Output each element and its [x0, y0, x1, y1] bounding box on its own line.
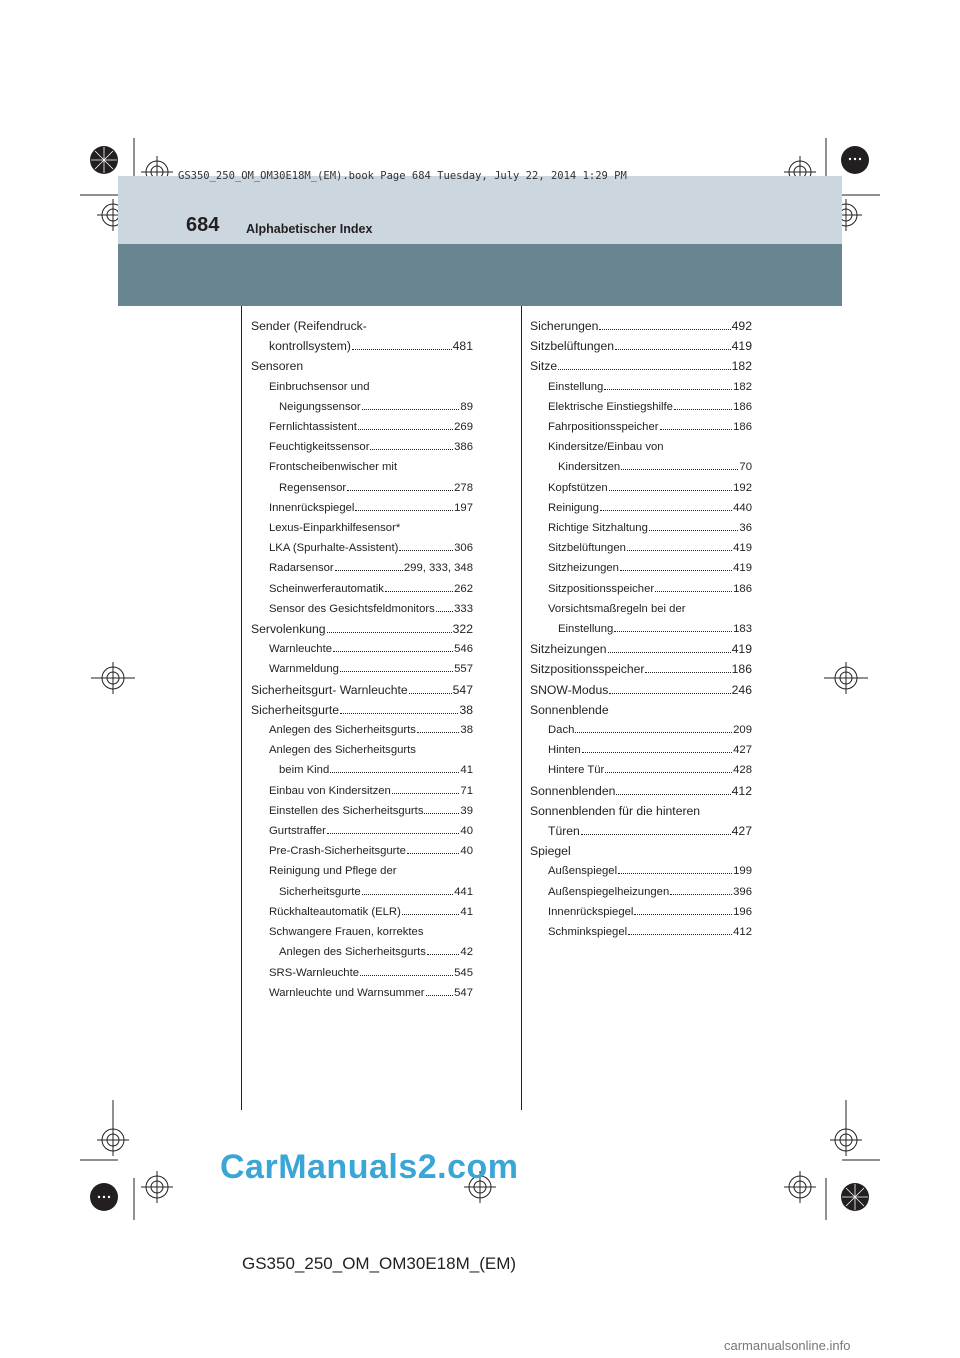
- page-reference: 36: [739, 522, 752, 535]
- dot-leader: [355, 510, 453, 511]
- index-entry: [251, 377, 473, 397]
- page-reference: 192: [733, 481, 752, 494]
- page-reference: 38: [459, 702, 473, 717]
- page-reference: 41: [460, 764, 473, 777]
- index-term: Sitze: [530, 359, 558, 374]
- dot-leader: [409, 693, 452, 694]
- watermark-logo: CarManuals2.com: [220, 1148, 519, 1186]
- index-entry: [251, 740, 473, 760]
- dot-leader: [660, 429, 733, 430]
- index-term: Rückhalteautomatik (ELR): [269, 905, 401, 918]
- page-reference: 419: [731, 339, 752, 354]
- page-reference: 547: [454, 986, 473, 999]
- index-entry: [530, 841, 752, 861]
- dot-leader: [604, 389, 732, 390]
- index-term: Sitzpositionsspeicher: [548, 582, 655, 595]
- index-entry: [251, 356, 473, 376]
- index-entry: [530, 397, 752, 417]
- dot-leader: [362, 409, 460, 410]
- dot-leader: [599, 329, 730, 330]
- index-term: beim Kind: [279, 764, 330, 777]
- index-entry: [530, 781, 752, 801]
- index-entry: [530, 619, 752, 639]
- book-file-line: GS350_250_OM_OM30E18M_(EM).book Page 684 Tuesday, July 22, 2014 1:29 PM: [178, 170, 627, 182]
- dot-leader: [608, 652, 731, 653]
- section-title: Alphabetischer Index: [246, 222, 373, 236]
- index-entry: [530, 659, 752, 679]
- index-term: Lexus-Einparkhilfesensor*: [269, 522, 401, 535]
- index-entry: [251, 478, 473, 498]
- index-entry: [251, 760, 473, 780]
- index-entry: [251, 316, 473, 336]
- index-term: Radarsensor: [269, 562, 334, 575]
- column-divider-left: [241, 306, 242, 1110]
- page-reference: 186: [733, 582, 752, 595]
- index-term: Feuchtigkeitssensor: [269, 441, 370, 454]
- column-divider-right: [521, 306, 522, 1110]
- index-term: Warnleuchte und Warnsummer: [269, 986, 425, 999]
- index-term: SRS-Warnleuchte: [269, 966, 359, 979]
- page-reference: 557: [454, 663, 473, 676]
- index-entry: [251, 417, 473, 437]
- index-term: Sicherungen: [530, 319, 599, 333]
- dot-leader: [427, 954, 459, 955]
- index-term: Spiegel: [530, 844, 571, 859]
- index-term: Reinigung: [548, 501, 599, 514]
- index-term: Regensensor: [279, 481, 347, 494]
- index-entry: [251, 882, 473, 902]
- index-entry: [251, 983, 473, 1003]
- index-entry: [251, 659, 473, 679]
- index-term: Sonnenblenden: [530, 783, 616, 798]
- page-reference: 71: [460, 784, 473, 797]
- dot-leader: [362, 894, 454, 895]
- index-entry: [251, 963, 473, 983]
- index-column-right: [530, 316, 752, 942]
- index-entry: [251, 336, 473, 356]
- dot-leader: [333, 651, 453, 652]
- page-reference: 386: [454, 441, 473, 454]
- page-reference: 546: [454, 643, 473, 656]
- index-term: Schminkspiegel: [548, 926, 628, 939]
- dot-leader: [399, 550, 453, 551]
- index-entry: [530, 437, 752, 457]
- page-reference: 186: [733, 421, 752, 434]
- index-entry: [251, 498, 473, 518]
- index-entry: [530, 356, 752, 376]
- index-term: kontrollsystem): [269, 339, 351, 354]
- page-reference: 269: [454, 421, 473, 434]
- index-term: Einbau von Kindersitzen: [269, 784, 391, 797]
- page-number: 684: [186, 214, 220, 236]
- index-entry: [530, 902, 752, 922]
- index-term: Reinigung und Pflege der: [269, 865, 397, 878]
- dot-leader: [558, 369, 731, 370]
- index-entry: [530, 518, 752, 538]
- page-reference: 419: [731, 642, 752, 657]
- index-term: Anlegen des Sicherheitsgurts: [279, 946, 426, 959]
- index-entry: [251, 922, 473, 942]
- index-term: Gurtstraffer: [269, 825, 326, 838]
- index-entry: [251, 801, 473, 821]
- dot-leader: [628, 934, 732, 935]
- dot-leader: [360, 975, 453, 976]
- index-term: Kindersitzen: [558, 461, 621, 474]
- index-term: Elektrische Einstiegshilfe: [548, 400, 673, 413]
- index-term: Kindersitze/Einbau von: [548, 441, 664, 454]
- page-reference: 40: [460, 825, 473, 838]
- index-entry: [251, 841, 473, 861]
- dot-leader: [621, 469, 738, 470]
- page-reference: 412: [733, 926, 752, 939]
- dot-leader: [370, 449, 453, 450]
- index-entry: [530, 417, 752, 437]
- index-entry: [251, 538, 473, 558]
- index-term: Sicherheitsgurte: [279, 885, 361, 898]
- index-term: Servolenkung: [251, 622, 326, 637]
- index-term: Sensor des Gesichtsfeldmonitors: [269, 602, 435, 615]
- index-entry: [530, 538, 752, 558]
- page-reference: 306: [454, 542, 473, 555]
- dot-leader: [330, 772, 459, 773]
- index-term: Schwangere Frauen, korrektes: [269, 926, 424, 939]
- index-entry: [530, 680, 752, 700]
- index-entry: [251, 680, 473, 700]
- index-entry: [251, 902, 473, 922]
- index-term: Außenspiegel: [548, 865, 618, 878]
- index-term: Außenspiegelheizungen: [548, 885, 670, 898]
- page-reference: 199: [733, 865, 752, 878]
- page-reference: 209: [733, 724, 752, 737]
- dot-leader: [600, 510, 732, 511]
- index-entry: [530, 760, 752, 780]
- dot-leader: [670, 894, 732, 895]
- index-term: Fahrpositionsspeicher: [548, 421, 659, 434]
- dot-leader: [582, 752, 732, 753]
- index-term: Sonnenblenden für die hinteren: [530, 803, 701, 818]
- index-term: Sicherheitsgurte: [251, 702, 340, 717]
- page-reference: 299, 333, 348: [403, 562, 473, 575]
- index-entry: [530, 478, 752, 498]
- index-entry: [530, 498, 752, 518]
- dot-leader: [575, 732, 732, 733]
- index-entry: [530, 316, 752, 336]
- index-entry: [251, 599, 473, 619]
- page-reference: 545: [454, 966, 473, 979]
- page-reference: 419: [733, 562, 752, 575]
- dot-leader: [655, 591, 732, 592]
- index-entry: [251, 579, 473, 599]
- page-reference: 441: [454, 885, 473, 898]
- dot-leader: [605, 772, 732, 773]
- index-term: Sitzheizungen: [530, 642, 607, 657]
- index-term: Türen: [548, 824, 580, 839]
- index-entry: [251, 619, 473, 639]
- index-term: Sensoren: [251, 359, 304, 374]
- dot-leader: [615, 349, 731, 350]
- index-term: Hinten: [548, 744, 581, 757]
- page-reference: 322: [452, 622, 473, 637]
- index-entry: [251, 942, 473, 962]
- index-entry: [530, 336, 752, 356]
- index-term: Einbruchsensor und: [269, 380, 370, 393]
- index-term: Neigungssensor: [279, 400, 361, 413]
- page-reference: 547: [452, 682, 473, 697]
- page-reference: 182: [731, 359, 752, 374]
- page-reference: 39: [460, 804, 473, 817]
- index-term: Sitzpositionsspeicher: [530, 662, 645, 677]
- index-term: Sicherheitsgurt- Warnleuchte: [251, 682, 408, 697]
- dot-leader: [581, 834, 731, 835]
- index-term: Fernlichtassistent: [269, 421, 357, 434]
- index-column-left: [251, 316, 473, 1003]
- page-reference: 419: [733, 542, 752, 555]
- dot-leader: [392, 793, 460, 794]
- index-entry: [530, 558, 752, 578]
- index-term: Sonnenblende: [530, 702, 609, 717]
- page-reference: 182: [733, 380, 752, 393]
- index-entry: [530, 720, 752, 740]
- index-term: Innenrückspiegel: [548, 905, 634, 918]
- index-entry: [251, 700, 473, 720]
- dot-leader: [436, 611, 453, 612]
- page-reference: 427: [733, 744, 752, 757]
- index-term: Sitzbelüftungen: [530, 339, 615, 354]
- index-entry: [251, 558, 473, 578]
- dot-leader: [327, 632, 452, 633]
- dot-leader: [649, 530, 739, 531]
- dot-leader: [609, 693, 730, 694]
- page-reference: 428: [733, 764, 752, 777]
- index-term: Kopfstützen: [548, 481, 608, 494]
- index-term: Warnleuchte: [269, 643, 332, 656]
- page-reference: 183: [733, 623, 752, 636]
- dot-leader: [402, 914, 460, 915]
- index-term: Anlegen des Sicherheitsgurts: [269, 724, 416, 737]
- dot-leader: [645, 672, 730, 673]
- page-reference: 427: [731, 824, 752, 839]
- page-reference: 481: [452, 339, 473, 354]
- dot-leader: [609, 490, 732, 491]
- dot-leader: [426, 995, 454, 996]
- page-reference: 186: [733, 400, 752, 413]
- header-band-light: [118, 176, 842, 244]
- index-term: Einstellung: [548, 380, 604, 393]
- header-band-dark: [118, 244, 842, 306]
- index-entry: [530, 377, 752, 397]
- index-term: Richtige Sitzhaltung: [548, 522, 648, 535]
- page-reference: 197: [454, 501, 473, 514]
- index-term: Einstellen des Sicherheitsgurts: [269, 804, 424, 817]
- dot-leader: [358, 429, 453, 430]
- dot-leader: [618, 873, 732, 874]
- page-reference: 440: [733, 501, 752, 514]
- index-entry: [251, 720, 473, 740]
- document-code: GS350_250_OM_OM30E18M_(EM): [242, 1254, 517, 1273]
- index-term: Scheinwerferautomatik: [269, 582, 384, 595]
- dot-leader: [340, 713, 458, 714]
- index-term: Warnmeldung: [269, 663, 339, 676]
- index-entry: [530, 882, 752, 902]
- page-reference: 70: [739, 461, 752, 474]
- index-term: Dach: [548, 724, 575, 737]
- index-entry: [251, 518, 473, 538]
- index-entry: [530, 599, 752, 619]
- index-entry: [251, 457, 473, 477]
- index-term: LKA (Spurhalte-Assistent): [269, 542, 399, 555]
- index-entry: [530, 579, 752, 599]
- index-entry: [530, 700, 752, 720]
- page-reference: 278: [454, 481, 473, 494]
- index-term: Sitzbelüftungen: [548, 542, 626, 555]
- index-entry: [251, 397, 473, 417]
- dot-leader: [327, 833, 460, 834]
- index-term: Anlegen des Sicherheitsgurts: [269, 744, 416, 757]
- dot-leader: [407, 853, 460, 854]
- index-term: Innenrückspiegel: [269, 501, 355, 514]
- index-entry: [530, 639, 752, 659]
- dot-leader: [340, 671, 453, 672]
- page-reference: 186: [731, 662, 752, 677]
- index-entry: [251, 639, 473, 659]
- index-term: Sender (Reifendruck-: [251, 319, 367, 333]
- page-reference: 396: [733, 885, 752, 898]
- index-entry: [530, 861, 752, 881]
- dot-leader: [616, 794, 730, 795]
- index-entry: [530, 922, 752, 942]
- index-entry: [530, 801, 752, 821]
- index-term: Hintere Tür: [548, 764, 605, 777]
- page-reference: 89: [460, 400, 473, 413]
- index-term: Einstellung: [558, 623, 614, 636]
- index-entry: [530, 740, 752, 760]
- dot-leader: [335, 570, 403, 571]
- index-term: Pre-Crash-Sicherheitsgurte: [269, 845, 406, 858]
- page-reference: 38: [460, 724, 473, 737]
- page-reference: 492: [731, 319, 752, 333]
- index-term: Vorsichtsmaßregeln bei der: [548, 602, 686, 615]
- page-reference: 333: [454, 602, 473, 615]
- index-entry: [530, 457, 752, 477]
- index-entry: [530, 821, 752, 841]
- dot-leader: [614, 631, 732, 632]
- dot-leader: [674, 409, 732, 410]
- watermark-site: carmanualsonline.info: [724, 1338, 851, 1353]
- dot-leader: [627, 550, 732, 551]
- dot-leader: [417, 732, 459, 733]
- page-reference: 196: [733, 905, 752, 918]
- index-entry: [251, 781, 473, 801]
- page-reference: 40: [460, 845, 473, 858]
- dot-leader: [352, 349, 452, 350]
- index-entry: [251, 861, 473, 881]
- dot-leader: [347, 490, 453, 491]
- index-entry: [251, 821, 473, 841]
- page-reference: 42: [460, 946, 473, 959]
- index-term: SNOW-Modus: [530, 682, 609, 697]
- index-entry: [251, 437, 473, 457]
- page-reference: 246: [731, 682, 752, 697]
- index-term: Frontscheibenwischer mit: [269, 461, 398, 474]
- dot-leader: [620, 570, 732, 571]
- dot-leader: [424, 813, 459, 814]
- page-reference: 41: [460, 905, 473, 918]
- page-reference: 412: [731, 783, 752, 798]
- dot-leader: [634, 914, 732, 915]
- dot-leader: [385, 591, 453, 592]
- page-reference: 262: [454, 582, 473, 595]
- index-term: Sitzheizungen: [548, 562, 619, 575]
